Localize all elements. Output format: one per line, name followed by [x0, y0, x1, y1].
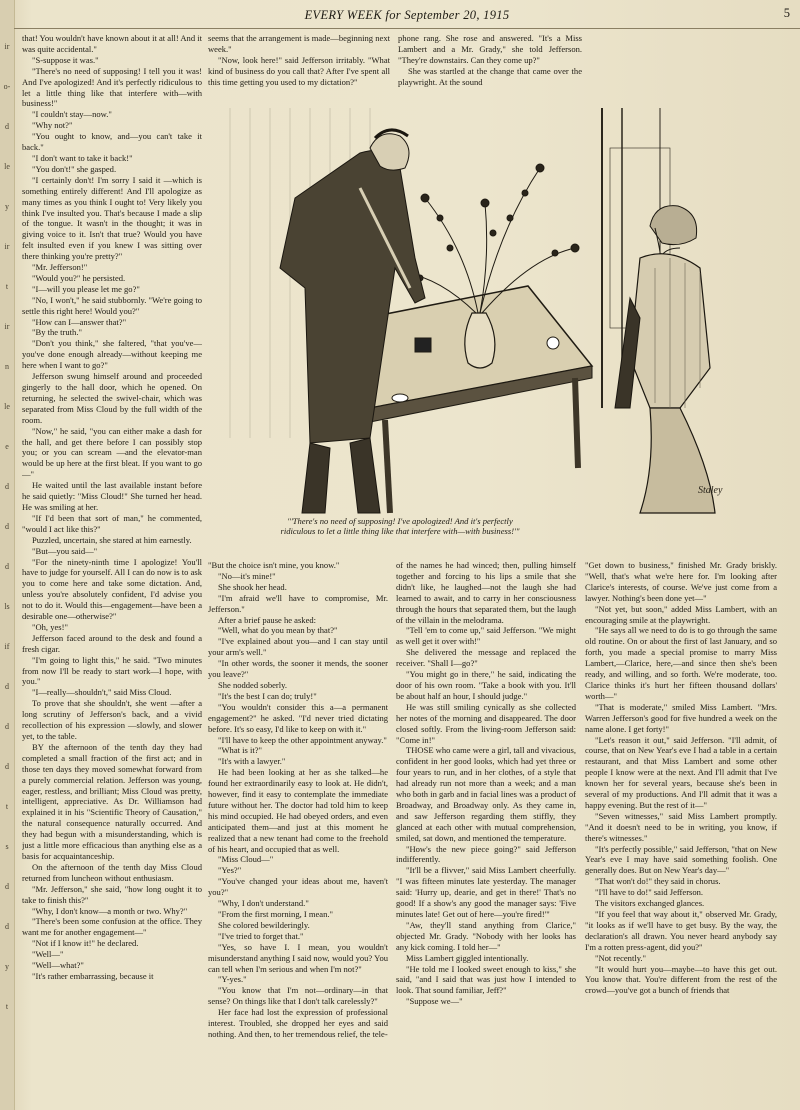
paragraph: "It'll be a flivver," said Miss Lambert cheerfully. "I was fifteen minutes late yesterday. The manager said: 'Hurry up, dearie, and get in there!' That's no good! If a show's any good the manager says: 'Five minutes late! Get out of here—you're fired!'" — [396, 865, 576, 919]
edge-fragment: ls — [4, 602, 10, 611]
paragraph: BY the afternoon of the tenth day they had completed a small fraction of the first act; and in those ten days they moved somewhat forward from a purely commercial relation. Jefferson was young, eager, restless, and brilliant; Miss Cloud was pretty, intelligent, appreciative. As Dr. Williamson had explained it in his "Scientific Theory of Causation," the natural consequence naturally occurred. And they had begun with a misunderstanding, which is just a little more efficacious than anything else as a basis for acquaintanceship. — [22, 741, 202, 861]
paragraph: "Now, look here!" said Jefferson irritably. "What kind of business do you call that? After I've spent all this time getting you used to my dictation?" — [208, 54, 390, 87]
paragraph: "It's the best I can do; truly!" — [218, 690, 317, 701]
paragraph: To prove that she shouldn't, she went —after a long scrutiny of Jefferson's back, and a vivid recollection of his expression —slowly, and slower yet, to the table. — [22, 698, 202, 741]
text-column-3-top — [398, 33, 582, 105]
edge-fragment: o- — [3, 82, 11, 91]
paragraph: "Why not?" — [32, 120, 73, 131]
paragraph: "If you feel that way about it," observed Mr. Grady, "it looks as if we'll have to get busy. By the way, the declaration's all drawn. You never heard anybody say I'm a rotten press-agent, did you?" — [585, 909, 777, 952]
edge-fragment: le — [4, 162, 10, 171]
paragraph: "Let's reason it out," said Jefferson. "I'll admit, of course, that on New Year's eve I had a table in a certain restaurant, and that Miss Lambert and some other people I know were at the next. And I'll admit that I've known her for several years, because she's been in several of my productions. And I'll admit that it was a happy evening. But the rest of it—" — [585, 734, 777, 810]
text-column-1 — [22, 33, 202, 1103]
paragraph: "I—will you please let me go?" — [32, 283, 140, 294]
paragraph: THOSE who came were a girl, tall and vivacious, confident in her good looks, which had yet three or four years to run, and in her clothes, of a style that had already run not more than a week; and a man who both in garb and in facial lines was a product of Broadway, and Broadway only. As they came in, and saw Jefferson regarding them stiffly, they glanced at each other with mutual comprehension, smiled, sat down, and mentioned the temperature. — [396, 745, 576, 843]
paragraph: of the names he had winced; then, pulling himself together and forcing to his lips a smile that she didn't like, he laughed—not the laugh she had learned to await, and to carry in her consciousness through the hours that separated them, but the laugh of the villain in the melodrama. — [396, 560, 576, 625]
paragraph: "I'm going to light this," he said. "Two minutes from now I'll be ready to start work—I hope, with you." — [22, 654, 202, 687]
paragraph: "You ought to know, and—you can't take it back." — [22, 131, 202, 153]
edge-fragment: ir — [4, 42, 10, 51]
running-head: EVERY WEEK for September 20, 1915 — [304, 8, 510, 22]
edge-fragment: t — [5, 282, 9, 291]
text-column-4-bottom — [585, 560, 777, 1105]
paragraph: "How's the new piece going?" said Jefferson indifferently. — [396, 843, 576, 865]
edge-fragment: d — [5, 762, 9, 771]
edge-fragment: ir — [4, 322, 10, 331]
paragraph: "If I'd been that sort of man," he commented, "would I act like this?" — [22, 512, 202, 534]
paragraph: He waited until the last available instant before he said quietly: "Miss Cloud!" She turned her head. He was smiling at her. — [22, 480, 202, 512]
edge-fragment: d — [5, 122, 9, 131]
paragraph: "It would hurt you—maybe—to have this get out. You know that. You're different from the rest of the crowd—you've got a bunch of friends that — [585, 963, 777, 996]
paragraph: "I've tried to forget that." — [218, 930, 304, 941]
paragraph: On the afternoon of the tenth day Miss Cloud returned from luncheon without enthusiasm. — [22, 861, 202, 883]
page-header — [14, 0, 800, 29]
edge-fragment: y — [5, 202, 9, 211]
paragraph: "I couldn't stay—now." — [32, 109, 112, 120]
paragraph: She nodded soberly. — [218, 679, 287, 690]
paragraph: "Get down to business," finished Mr. Grady briskly. "Well, that's what we're here for. I'm looking after Clarice's interests, of course. We've just come from a lawyer. Nothing's been done yet—" — [585, 560, 777, 603]
edge-fragment: if — [4, 642, 10, 651]
edge-fragment: t — [5, 1002, 9, 1011]
paragraph: "Tell 'em to come up," said Jefferson. "We might as well get it over with!" — [396, 625, 576, 647]
paragraph: "Aw, they'll stand anything from Clarice," objected Mr. Grady. "Nobody with her looks has any kick coming. I told her—" — [396, 919, 576, 952]
paragraph: Jefferson faced around to the desk and found a fresh cigar. — [22, 632, 202, 654]
edge-fragment: e — [5, 442, 9, 451]
story-illustration — [210, 108, 780, 520]
edge-fragment: n — [5, 362, 9, 371]
paragraph: Jefferson swung himself around and proceeded gingerly to the hall door, which he opened. On returning, he selected the swivel-chair, which was separated from Miss Cloud by the full width of the room. — [22, 371, 202, 425]
paragraph: "Well—what?" — [32, 960, 84, 971]
paragraph: "No—it's mine!" — [218, 570, 276, 581]
paragraph: "Yes, so have I. I mean, you wouldn't misunderstand anything I said now, would you? You can tell when I'm serious and when I'm not?" — [208, 941, 388, 974]
paragraph: "Seven witnesses," said Miss Lambert promptly. "And it doesn't need to be in writing, you know, if there's witnesses." — [585, 810, 777, 843]
illustration-caption: "'There's no need of supposing! I've apologized! And it's perfectly ridiculous to let a little thing like that interfere with—with business!'" — [280, 516, 520, 536]
artist-signature: Staley — [698, 485, 723, 496]
paragraph: "There's no need of supposing! I tell you it was! And I've apologized! And it's perfectly ridiculous to let a little thing like that interfere with—with business!" — [22, 65, 202, 109]
paragraph: "Yes?" — [218, 865, 242, 876]
paragraph: "You know that I'm not—ordinary—in that sense? On things like that I don't talk carelessly?" — [208, 985, 388, 1007]
edge-fragment: ir — [4, 242, 10, 251]
paragraph: "Not recently." — [595, 952, 647, 963]
paragraph: "But the choice isn't mine, you know." — [208, 560, 340, 570]
page-number: 5 — [783, 6, 790, 20]
edge-fragment: t — [5, 802, 9, 811]
edge-fragment: d — [5, 522, 9, 531]
paragraph: "There's been some confusion at the office. They want me for another engagement—" — [22, 916, 202, 938]
paragraph: seems that the arrangement is made—beginning next week." — [208, 33, 390, 54]
paragraph: "Why, I don't understand." — [218, 898, 309, 909]
paragraph: "It's with a lawyer." — [218, 756, 286, 767]
paragraph: She was startled at the change that came over the playwright. At the sound — [398, 65, 582, 87]
adjacent-page-edge — [0, 0, 15, 1110]
paragraph: "I've explained about you—and I can stay until your arm's well." — [208, 636, 388, 658]
paragraph: "Well—" — [32, 949, 64, 960]
edge-fragment: d — [5, 482, 9, 491]
paragraph: "Y-yes." — [218, 974, 247, 985]
edge-fragment: d — [5, 682, 9, 691]
paragraph: phone rang. She rose and answered. "It's a Miss Lambert and a Mr. Grady," she told Jefferson. "They're downstairs. Can they come up?" — [398, 33, 582, 65]
seated-woman — [615, 206, 715, 513]
paragraph: "I don't want to take it back!" — [32, 152, 133, 163]
edge-fragment: d — [5, 722, 9, 731]
paragraph: "Well, what do you mean by that?" — [218, 625, 338, 636]
paragraph: He had been looking at her as she talked—he found her extraordinarily easy to look at. He didn't, however, find it easy to contemplate the immediate future without her. The doctor had told him to keep his mind occupied. He had obeyed orders, and even anticipated them—and just at this moment he realized that a new tenant had come to the freehold of his heart, and occupied that as well. — [208, 767, 388, 854]
paragraph: "No, I won't," he said stubbornly. "We're going to settle this right here! Would you?" — [22, 294, 202, 316]
text-column-3-bottom — [396, 560, 576, 1105]
edge-fragment: d — [5, 562, 9, 571]
paragraph: She delivered the message and replaced the receiver. "Shall I—go?" — [396, 647, 576, 669]
illustration-drawing — [210, 108, 780, 520]
paragraph: "He told me I looked sweet enough to kiss," she said, "and I said that was just how I intended to look. That sound familiar, Jeff?" — [396, 963, 576, 996]
edge-fragment: s — [5, 842, 9, 851]
paragraph: "I'll have to do!" said Jefferson. — [595, 887, 704, 898]
paragraph: "By the truth." — [32, 327, 82, 338]
paragraph: "I certainly don't! I'm sorry I said it —which is something entirely different! And I'll apologize as many times as you think I ought to! Very likely you think I've insulted you. That's because I made a slip of the tongue. It wasn't in the thought; it was in giving voice to it. Isn't that true? Would you have felt insulted even if you knew I was sitting over there thinking you're pretty?" — [22, 174, 202, 262]
paragraph: "Don't you think," she faltered, "that you've—you've done enough already—without keeping me here when I want to go?" — [22, 338, 202, 371]
paragraph: "S-suppose it was." — [32, 54, 99, 65]
paragraph: "Now," he said, "you can either make a dash for the hall, and get there before I can possibly stop you; or you can scream —and the elevator-man would be up here at the first bleat. If you want to go—" — [22, 425, 202, 480]
paragraph: "How can I—answer that?" — [32, 316, 127, 327]
paragraph: "He says all we need to do is to go through the same old routine. On or about the first of last January, and so forth, you made a special promise to marry Miss Lambert,—Clarice, here,—and since then she's been ready, and willing, and so forth. We're moderate, too. Clarice thinks it's hurt her fifteen thousand dollars' worth—" — [585, 625, 777, 701]
paragraph: Miss Lambert giggled intentionally. — [406, 952, 529, 963]
paragraph: "I'll have to keep the other appointment anyway." — [218, 734, 387, 745]
paragraph: "I'm afraid we'll have to compromise, Mr. Jefferson." — [208, 592, 388, 614]
paragraph: After a brief pause he asked: — [218, 614, 317, 625]
paragraph: "Suppose we—" — [406, 996, 463, 1007]
text-column-2-top — [208, 33, 390, 105]
paragraph: "Miss Cloud—" — [218, 854, 274, 865]
paragraph: She shook her head. — [218, 581, 287, 592]
edge-fragment: d — [5, 882, 9, 891]
paragraph: "Would you?" he persisted. — [32, 272, 126, 283]
paragraph: "That won't do!" they said in chorus. — [595, 876, 721, 887]
paragraph: Puzzled, uncertain, she stared at him earnestly. — [32, 534, 192, 545]
paragraph: "In other words, the sooner it mends, the sooner you leave?" — [208, 658, 388, 680]
paragraph: "What is it?" — [218, 745, 263, 756]
paragraph: that! You wouldn't have known about it at all! And it was quite accidental." — [22, 33, 202, 54]
paragraph: "You don't!" she gasped. — [32, 163, 117, 174]
paragraph: "Mr. Jefferson!" — [32, 262, 88, 273]
paragraph: "But—you said—" — [32, 545, 98, 556]
paragraph: Her face had lost the expression of professional interest. Troubled, she dropped her eyes and said nothing. And then, to her tremendous relief, the tele- — [208, 1007, 388, 1039]
edge-fragment: d — [5, 922, 9, 931]
paragraph: "From the first morning, I mean." — [218, 909, 333, 919]
paragraph: "Oh, yes!" — [32, 621, 68, 632]
paragraph: The visitors exchanged glances. — [595, 898, 705, 909]
paragraph: "Not if I know it!" he declared. — [32, 938, 139, 949]
paragraph: She colored bewilderingly. — [218, 919, 310, 930]
paragraph: "It's rather embarrassing, because it — [32, 970, 154, 981]
paragraph: "Mr. Jefferson," she said, "how long ought it to take to finish this?" — [22, 883, 202, 905]
paragraph: "Not yet, but soon," added Miss Lambert, with an encouraging smile at the playwright. — [585, 603, 777, 625]
edge-fragment: le — [4, 402, 10, 411]
paragraph: "You've changed your ideas about me, haven't you?" — [208, 876, 388, 898]
paragraph: "I—really—shouldn't," said Miss Cloud. — [32, 687, 172, 698]
paragraph: "For the ninety-ninth time I apologize! You'll have to judge for yourself. All I can do now is to ask you to come here and take some dictation. And, unless you're absolutely confident, I'd advise you not to do it. Would this—engagement—have been a desirable one—otherwise?" — [22, 556, 202, 622]
paragraph: "You wouldn't consider this a—a permanent engagement?" he asked. "I'd never tried dictating before. It's so easy, I'd like to keep on with it." — [208, 701, 388, 734]
paragraph: "It's perfectly possible," said Jefferson, "that on New Year's eve I may have said something foolish. One generally does. But on New Year's day—" — [585, 843, 777, 876]
paragraph: "That is moderate," smiled Miss Lambert. "Mrs. Warren Jefferson's good for five hundred a week on the name alone. I get forty!" — [585, 701, 777, 734]
text-column-2-bottom — [208, 560, 388, 1105]
paragraph: "You might go in there," he said, indicating the door of his own room. "Take a book with you. It'll be about half an hour, I should judge." — [396, 669, 576, 701]
paragraph: "Why, I don't know—a month or two. Why?" — [32, 905, 188, 916]
edge-fragment: y — [5, 962, 9, 971]
paragraph: He was still smiling cynically as she collected her notes of the morning and disappeared. The door closed softly. From the living-room Jefferson said: "Come in!" — [396, 701, 576, 745]
